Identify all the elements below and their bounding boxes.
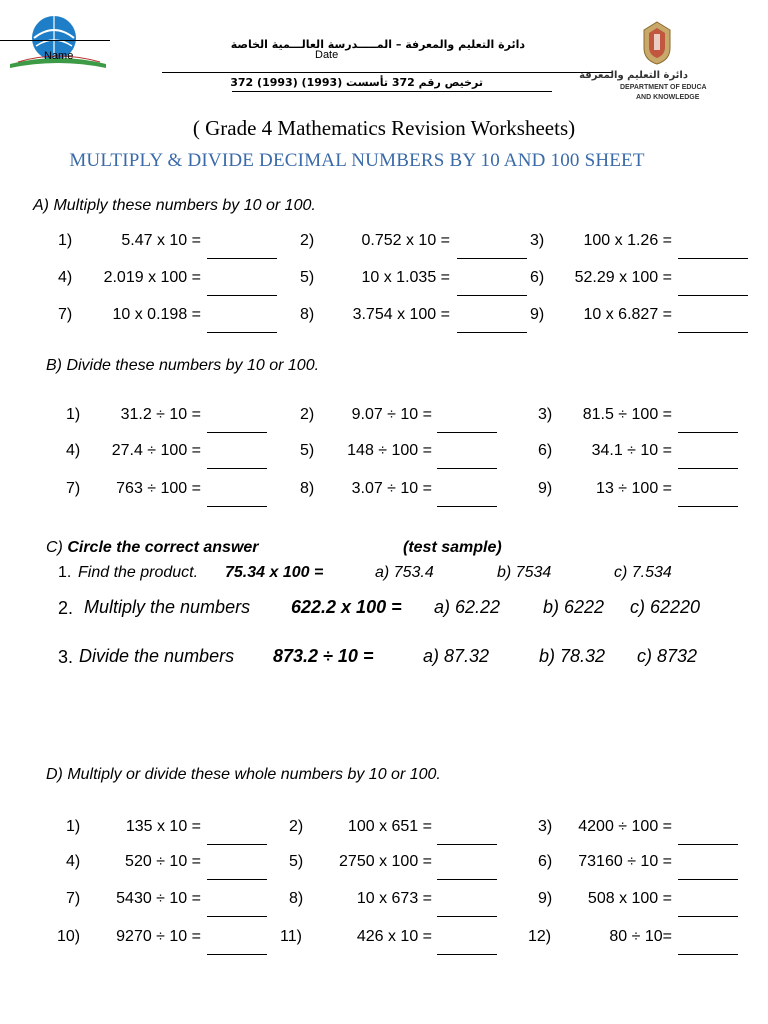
sectiond-item-number: 7) xyxy=(66,890,81,907)
sectiond-item-expression: 9270 ÷ 10 = xyxy=(116,928,201,945)
department-en-2: AND KNOWLEDGE xyxy=(636,94,700,101)
section-a-heading: A) Multiply these numbers by 10 or 100. xyxy=(33,197,316,214)
sectiond-item-expression: 10 x 673 = xyxy=(356,890,432,907)
license-arabic: ترخيص رقم 372 تأسست (1993) (1993) 372 xyxy=(230,76,483,89)
header-rule-bottom xyxy=(232,91,552,92)
sectiond-item-number: 8) xyxy=(289,890,304,907)
c-q3-option-a[interactable]: a) 87.32 xyxy=(423,646,490,666)
sectiona-item-expression: 0.752 x 10 = xyxy=(361,232,450,249)
section-c-heading xyxy=(46,539,259,557)
c-q1-number: 1. xyxy=(58,564,72,581)
c-q3-expr: 873.2 ÷ 10 = xyxy=(273,646,374,666)
sectiond-item-number: 10) xyxy=(57,928,81,945)
answer-blank[interactable] xyxy=(437,468,497,469)
section-b-heading: B) Divide these numbers by 10 or 100. xyxy=(46,357,320,374)
sectionb-item-expression: 763 ÷ 100 = xyxy=(116,480,201,497)
answer-blank[interactable] xyxy=(207,295,277,296)
section-d-heading: D) Multiply or divide these whole numbers by 10 or 100. xyxy=(46,766,441,783)
sectionb-item-number: 6) xyxy=(538,442,553,459)
sectionb-item-expression: 148 ÷ 100 = xyxy=(347,442,432,459)
answer-blank[interactable] xyxy=(437,916,497,917)
sectiond-item-number: 12) xyxy=(528,928,552,945)
section-c-tag: (test sample) xyxy=(403,539,502,556)
c-q1-option-a[interactable]: a) 753.4 xyxy=(375,564,434,581)
answer-blank[interactable] xyxy=(678,506,738,507)
sectiond-item-expression: 80 ÷ 10= xyxy=(609,928,672,945)
answer-blank[interactable] xyxy=(678,916,738,917)
sectiond-item-number: 3) xyxy=(538,818,553,835)
answer-blank[interactable] xyxy=(207,844,267,845)
sectiond-item-number: 11) xyxy=(280,928,302,945)
sectiond-item-number: 5) xyxy=(289,853,304,870)
sectiona-item-expression: 10 x 0.198 = xyxy=(112,306,201,323)
answer-blank[interactable] xyxy=(207,506,267,507)
answer-blank[interactable] xyxy=(437,844,497,845)
sectiond-item-number: 9) xyxy=(538,890,553,907)
answer-blank[interactable] xyxy=(678,468,738,469)
answer-blank[interactable] xyxy=(437,879,497,880)
sectiond-item-expression: 5430 ÷ 10 = xyxy=(116,890,201,907)
answer-blank[interactable] xyxy=(207,879,267,880)
sectionb-item-expression: 27.4 ÷ 100 = xyxy=(111,442,201,459)
c-q2-expr: 622.2 x 100 = xyxy=(291,597,402,617)
sectionb-item-number: 3) xyxy=(538,406,553,423)
date-label: Date xyxy=(315,49,339,61)
name-label: Name xyxy=(44,50,74,62)
sectionb-item-number: 7) xyxy=(66,480,81,497)
sectiona-item-expression: 5.47 x 10 = xyxy=(121,232,201,249)
answer-blank[interactable] xyxy=(678,954,738,955)
c-q2-option-c[interactable]: c) 62220 xyxy=(630,597,701,617)
c-q1-option-b[interactable]: b) 7534 xyxy=(497,564,552,581)
c-q2-option-b[interactable]: b) 6222 xyxy=(543,597,605,617)
answer-blank[interactable] xyxy=(207,916,267,917)
sectiona-item-expression: 10 x 6.827 = xyxy=(583,306,672,323)
c-q3-option-b[interactable]: b) 78.32 xyxy=(539,646,606,666)
c-q3-text: Divide the numbers xyxy=(79,646,235,666)
answer-blank[interactable] xyxy=(678,295,748,296)
sectiond-item-number: 1) xyxy=(66,818,81,835)
sectiona-item-number: 6) xyxy=(530,269,545,286)
sectiond-item-expression: 520 ÷ 10 = xyxy=(125,853,201,870)
sectiona-item-expression: 2.019 x 100 = xyxy=(103,269,201,286)
sectionb-item-number: 1) xyxy=(66,406,81,423)
school-name-arabic: دائرة التعليم والمعرفة – المـــــدرسة العالـــمية الخاصة xyxy=(230,38,525,51)
sectiona-item-number: 3) xyxy=(530,232,545,249)
sectiond-item-expression: 4200 ÷ 100 = xyxy=(578,818,672,835)
answer-blank[interactable] xyxy=(678,432,738,433)
sectiona-item-expression: 3.754 x 100 = xyxy=(352,306,450,323)
sectiond-item-number: 6) xyxy=(538,853,553,870)
sectionb-item-expression: 81.5 ÷ 100 = xyxy=(582,406,672,423)
sectiond-item-number: 4) xyxy=(66,853,81,870)
section-c-prefix: C) xyxy=(46,539,68,556)
answer-blank[interactable] xyxy=(437,432,497,433)
answer-blank[interactable] xyxy=(207,954,267,955)
c-q3-option-c[interactable]: c) 8732 xyxy=(637,646,698,666)
sectiona-item-expression: 100 x 1.26 = xyxy=(583,232,672,249)
department-arabic: دائرة التعليم والمعرفة xyxy=(579,70,688,81)
sectionb-item-number: 8) xyxy=(300,480,315,497)
worksheet-title: ( Grade 4 Mathematics Revision Worksheets) xyxy=(192,116,576,140)
worksheet-subtitle: MULTIPLY & DIVIDE DECIMAL NUMBERS BY 10 AND 100 SHEET xyxy=(69,150,645,171)
sectiona-item-number: 1) xyxy=(58,232,73,249)
sectionb-item-number: 2) xyxy=(300,406,315,423)
department-en-1: DEPARTMENT OF EDUCA xyxy=(620,84,707,91)
sectiond-item-expression: 135 x 10 = xyxy=(125,818,201,835)
c-q1-option-c[interactable]: c) 7.534 xyxy=(614,564,672,581)
sectionb-item-number: 5) xyxy=(300,442,315,459)
answer-blank[interactable] xyxy=(457,295,527,296)
sectiona-item-expression: 52.29 x 100 = xyxy=(574,269,672,286)
sectiond-item-expression: 2750 x 100 = xyxy=(339,853,432,870)
c-q1-text: Find the product. xyxy=(78,564,199,581)
sectionb-item-number: 9) xyxy=(538,480,553,497)
c-q1-expr: 75.34 x 100 = xyxy=(225,564,324,581)
sectiona-item-number: 9) xyxy=(530,306,545,323)
sectiond-item-expression: 100 x 651 = xyxy=(347,818,432,835)
sectiona-item-number: 8) xyxy=(300,306,315,323)
sectiond-item-expression: 508 x 100 = xyxy=(587,890,672,907)
section-c-title: Circle the correct answer xyxy=(67,539,259,556)
sectiona-item-number: 4) xyxy=(58,269,73,286)
c-q2-number: 2. xyxy=(58,598,74,618)
sectiona-item-number: 5) xyxy=(300,269,315,286)
answer-blank[interactable] xyxy=(678,332,748,333)
answer-blank[interactable] xyxy=(678,258,748,259)
sectionb-item-number: 4) xyxy=(66,442,81,459)
sectiona-item-expression: 10 x 1.035 = xyxy=(361,269,450,286)
header-rule-left xyxy=(0,40,110,41)
header-rule-top xyxy=(162,72,612,73)
answer-blank[interactable] xyxy=(207,258,277,259)
answer-blank[interactable] xyxy=(678,844,738,845)
sectionb-item-expression: 9.07 ÷ 10 = xyxy=(351,406,432,423)
answer-blank[interactable] xyxy=(207,432,267,433)
sectiona-item-number: 7) xyxy=(58,306,73,323)
sectionb-item-expression: 31.2 ÷ 10 = xyxy=(120,406,201,423)
answer-blank[interactable] xyxy=(457,258,527,259)
answer-blank[interactable] xyxy=(207,332,277,333)
c-q2-text: Multiply the numbers xyxy=(84,597,251,617)
answer-blank[interactable] xyxy=(678,879,738,880)
sectiond-item-number: 2) xyxy=(289,818,304,835)
answer-blank[interactable] xyxy=(437,506,497,507)
emblem-icon xyxy=(640,20,674,66)
answer-blank[interactable] xyxy=(457,332,527,333)
answer-blank[interactable] xyxy=(207,468,267,469)
sectiond-item-expression: 73160 ÷ 10 = xyxy=(578,853,672,870)
sectionb-item-expression: 3.07 ÷ 10 = xyxy=(351,480,432,497)
answer-blank[interactable] xyxy=(437,954,497,955)
sectionb-item-expression: 13 ÷ 100 = xyxy=(596,480,672,497)
sectionb-item-expression: 34.1 ÷ 10 = xyxy=(591,442,672,459)
c-q3-number: 3. xyxy=(58,647,74,667)
c-q2-option-a[interactable]: a) 62.22 xyxy=(434,597,501,617)
sectiona-item-number: 2) xyxy=(300,232,315,249)
sectiond-item-expression: 426 x 10 = xyxy=(356,928,432,945)
